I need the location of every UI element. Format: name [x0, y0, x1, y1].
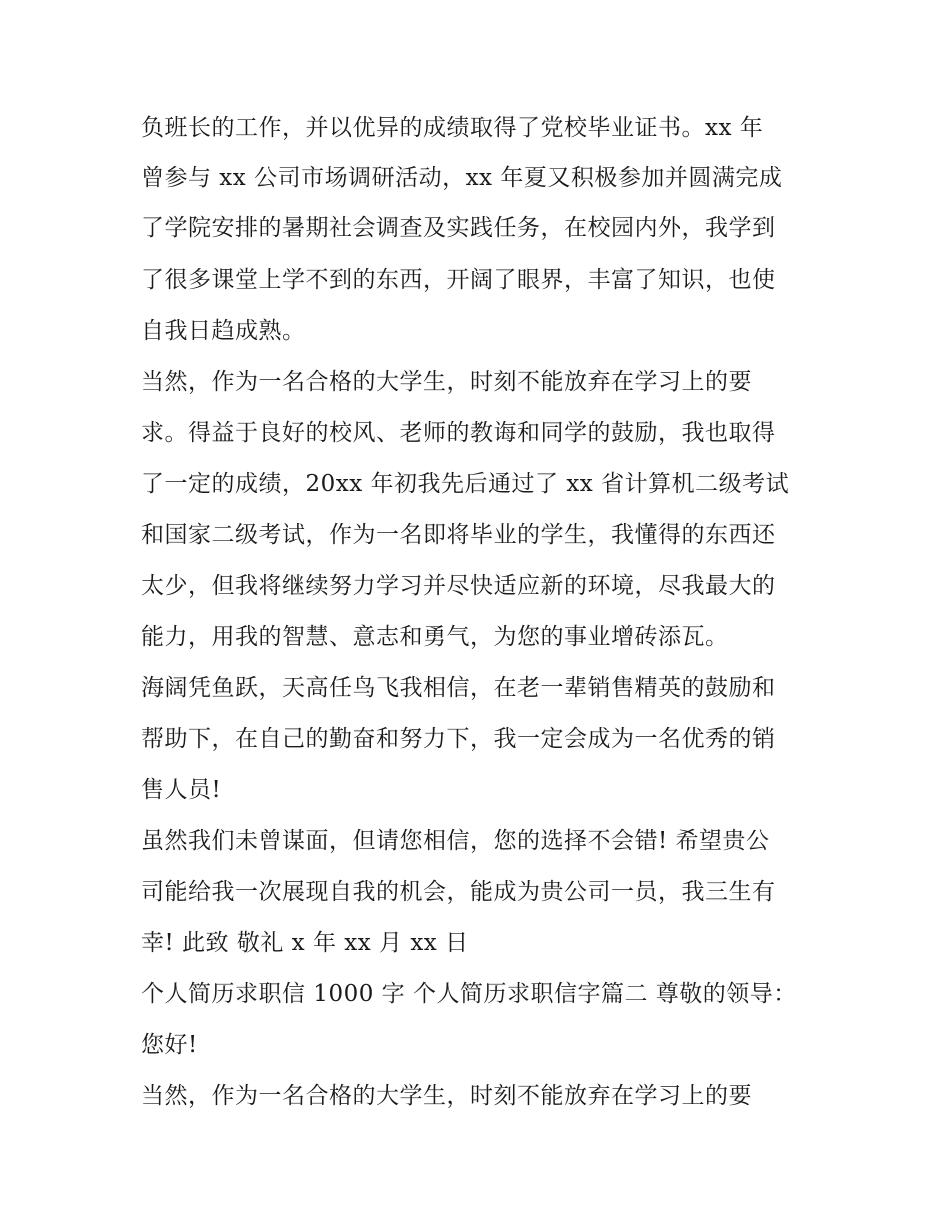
text-line: 司能给我一次展现自我的机会，能成为贵公司一员，我三生有	[141, 879, 776, 905]
text-line: 幸! 此致 敬礼 x 年 xx 月 xx 日	[141, 930, 469, 956]
text-line: 当然，作为一名合格的大学生，时刻不能放弃在学习上的要	[141, 369, 752, 395]
text-line: 了很多课堂上学不到的东西，开阔了眼界，丰富了知识，也使	[141, 267, 776, 293]
text-line: 求。得益于良好的校风、老师的教诲和同学的鼓励，我也取得	[141, 420, 776, 446]
text-line: 您好!	[141, 1032, 198, 1058]
text-line: 海阔凭鱼跃，天高任鸟飞我相信，在老一辈销售精英的鼓励和	[141, 675, 776, 701]
text-line: 能力，用我的智慧、意志和勇气，为您的事业增砖添瓦。	[141, 624, 729, 650]
text-line: 自我日趋成熟。	[141, 318, 306, 344]
text-line: 了一定的成绩，20xx 年初我先后通过了 xx 省计算机二级考试	[141, 471, 790, 497]
text-line: 负班长的工作，并以优异的成绩取得了党校毕业证书。xx 年	[141, 115, 764, 141]
text-line: 和国家二级考试，作为一名即将毕业的学生，我懂得的东西还	[141, 522, 776, 548]
text-line: 帮助下，在自己的勤奋和努力下，我一定会成为一名优秀的销	[141, 726, 776, 752]
text-line: 了学院安排的暑期社会调查及实践任务，在校园内外，我学到	[141, 215, 776, 241]
text-line: 曾参与 xx 公司市场调研活动，xx 年夏又积极参加并圆满完成	[141, 165, 783, 191]
text-line: 售人员!	[141, 777, 222, 803]
text-line: 当然，作为一名合格的大学生，时刻不能放弃在学习上的要	[141, 1083, 752, 1109]
text-line: 太少，但我将继续努力学习并尽快适应新的环境，尽我最大的	[141, 573, 776, 599]
text-line: 虽然我们未曾谋面，但请您相信，您的选择不会错! 希望贵公	[141, 828, 770, 854]
text-line: 个人简历求职信 1000 字 个人简历求职信字篇二 尊敬的领导：	[141, 981, 797, 1007]
